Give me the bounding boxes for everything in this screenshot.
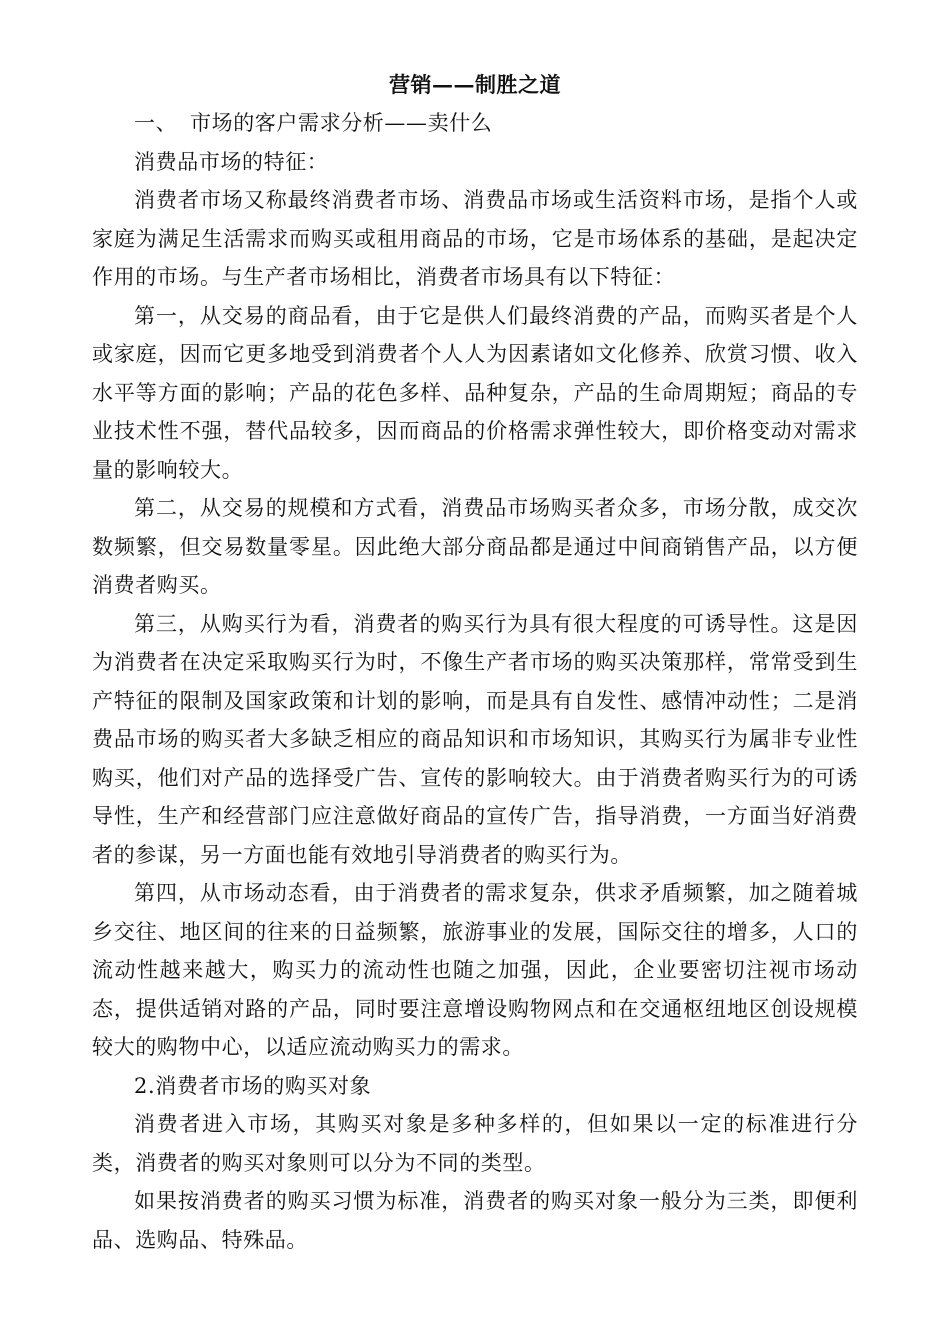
paragraph-feature-fourth: 第四，从市场动态看，由于消费者的需求复杂，供求矛盾频繁，加之随着城乡交往、地区间的往来的日益频繁，旅游事业的发展，国际交往的增多，人口的流动性越来越大，购买力的流动性也随之加强，因此，企业要密切注视市场动态，提供适销对路的产品，同时要注意增设购物网点和在交通枢纽地区创设规模较大的购物中心，以适应流动购买力的需求。 (92, 881, 858, 1059)
paragraph-purchase-habits: 如果按消费者的购买习惯为标准，消费者的购买对象一般分为三类，即便利品、选购品、特殊品。 (92, 1189, 858, 1252)
paragraph-purchase-objects: 消费者进入市场，其购买对象是多种多样的，但如果以一定的标准进行分类，消费者的购买对象则可以分为不同的类型。 (92, 1112, 858, 1175)
section-title: 市场的客户需求分析——卖什么 (190, 111, 493, 135)
subheading-market-features: 消费品市场的特征： (134, 149, 329, 174)
paragraph-feature-first: 第一，从交易的商品看，由于它是供人们最终消费的产品，而购买者是个人或家庭，因而它更多地受到消费者个人人为因素诸如文化修养、欣赏习惯、收入水平等方面的影响；产品的花色多样、品种复杂，产品的生命周期短；商品的专业技术性不强，替代品较多，因而商品的价格需求弹性较大，即价格变动对需求量的影响较大。 (92, 303, 858, 482)
paragraph-feature-second: 第二，从交易的规模和方式看，消费品市场购买者众多，市场分散，成交次数频繁，但交易数量零星。因此绝大部分商品都是通过中间商销售产品，以方便消费者购买。 (92, 496, 858, 597)
subheading-purchase-objects: 2.消费者市场的购买对象 (134, 1073, 372, 1098)
document-title: 营销——制胜之道 (389, 72, 561, 97)
document-page (92, 66, 858, 1259)
paragraph-feature-third: 第三，从购买行为看，消费者的购买行为具有很大程度的可诱导性。这是因为消费者在决定采取购买行为时，不像生产者市场的购买决策那样，常常受到生产特征的限制及国家政策和计划的影响，而是具有自发性、感情冲动性；二是消费品市场的购买者大多缺乏相应的商品知识和市场知识，其购买行为属非专业性购买，他们对产品的选择受广告、宣传的影响较大。由于消费者购买行为的可诱导性，生产和经营部门应注意做好商品的宣传广告，指导消费，一方面当好消费者的参谋，另一方面也能有效地引导消费者的购买行为。 (92, 611, 858, 867)
section-number: 一、 (134, 111, 178, 135)
paragraph-consumer-market-definition: 消费者市场又称最终消费者市场、消费品市场或生活资料市场，是指个人或家庭为满足生活需求而购买或租用商品的市场，它是市场体系的基础，是起决定作用的市场。与生产者市场相比，消费者市场具有以下特征： (92, 188, 858, 289)
section-heading (92, 104, 858, 143)
